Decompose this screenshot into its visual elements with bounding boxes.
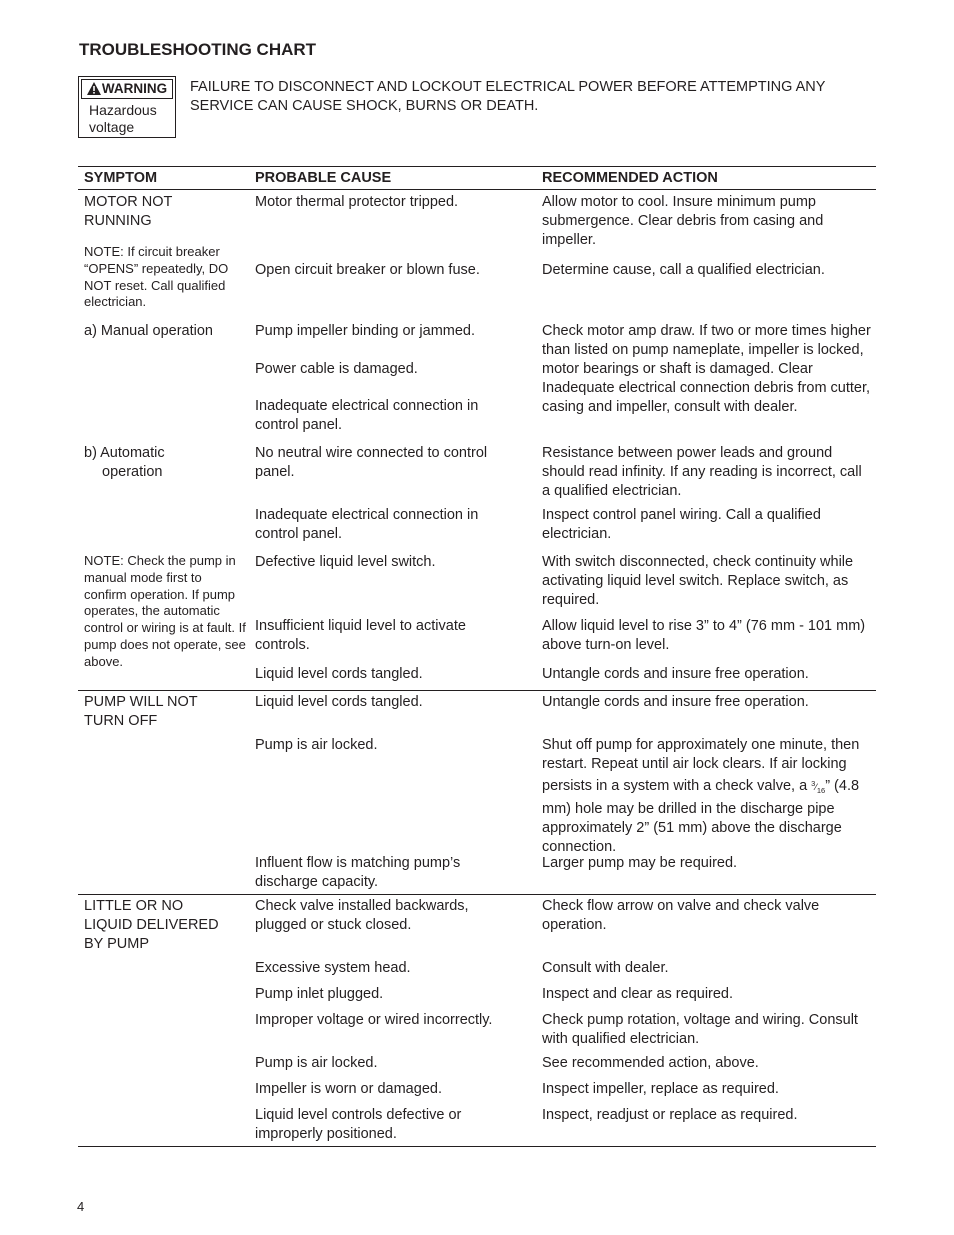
action: Inspect impeller, replace as required. (542, 1081, 779, 1097)
cause: Check valve installed backwards, plugged or stuck closed. (255, 898, 469, 933)
cause: Inadequate electrical connection in control panel. (255, 398, 479, 433)
page-title: TROUBLESHOOTING CHART (79, 40, 317, 59)
action-text: ” (4.8 mm) hole may be drilled in the discharge pipe approximately 2” (51 mm) above the discharge connection. (542, 778, 860, 855)
cause: Impeller is worn or damaged. (255, 1081, 442, 1097)
note-manual-mode (84, 553, 246, 671)
symptom-pump-will-not-turn-off: PUMP WILL NOT TURN OFF (84, 694, 198, 729)
action: With switch disconnected, check continuity while activating liquid level switch. Replace switch, as required. (542, 554, 854, 608)
header-rule (78, 189, 876, 190)
action: Untangle cords and insure free operation. (542, 694, 809, 710)
header-action: RECOMMENDED ACTION (542, 170, 718, 186)
action: Inspect control panel wiring. Call a qualified electrician. (542, 507, 821, 542)
warning-text: FAILURE TO DISCONNECT AND LOCKOUT ELECTRICAL POWER BEFORE ATTEMPTING ANY SERVICE CAN CAUSE SHOCK, BURNS OR DEATH. (190, 79, 826, 114)
action: Check motor amp draw. If two or more times higher than listed on pump nameplate, impeller is locked, motor bearings or shaft is damaged. Clear Inadequate electrical connection debris from cutter, casing and impeller, consult with dealer. (542, 323, 871, 415)
symptom-automatic-operation: b) Automatic operation (84, 445, 165, 480)
action: Larger pump may be required. (542, 855, 738, 871)
action: Check flow arrow on valve and check valve operation. (542, 898, 820, 933)
fraction-numerator: 3 (811, 779, 816, 788)
warning-sub-line1: Hazardous (89, 102, 157, 118)
note-label: NOTE: (84, 553, 124, 568)
action: See recommended action, above. (542, 1055, 759, 1071)
cause: Motor thermal protector tripped. (255, 194, 459, 210)
cause: Improper voltage or wired incorrectly. (255, 1012, 493, 1028)
warning-label (81, 79, 173, 99)
action (542, 736, 872, 857)
cause: Pump is air locked. (255, 737, 378, 753)
action: Determine cause, call a qualified electrician. (542, 262, 825, 278)
action-text: Shut off pump for approximately one minute, then restart. Repeat until air lock clears. If air locking persists in a system with a check valve, a (542, 737, 860, 794)
cause: Pump impeller binding or jammed. (255, 323, 476, 339)
cause: No neutral wire connected to control panel. (255, 445, 488, 480)
action: Consult with dealer. (542, 960, 669, 976)
row-divider (78, 894, 876, 895)
cause: Insufficient liquid level to activate controls. (255, 618, 466, 653)
note-text: If circuit breaker “OPENS” repeatedly, DO NOT reset. Call qualified electrician. (84, 244, 229, 310)
note-label: NOTE: (84, 244, 124, 259)
note-circuit-breaker (84, 244, 239, 311)
cause: Influent flow is matching pump’s discharge capacity. (255, 855, 461, 890)
fraction: $^3⁄_{16}$ (811, 779, 826, 795)
action: Allow liquid level to rise 3” to 4” (76 mm - 101 mm) above turn-on level. (542, 618, 866, 653)
warning-sub (89, 102, 157, 136)
action: Inspect, readjust or replace as required. (542, 1107, 798, 1123)
page-number: 4 (77, 1199, 85, 1214)
warning-label-text: WARNING (101, 81, 168, 96)
table-bottom-rule (78, 1146, 876, 1147)
symptom-motor-not-running: MOTOR NOT RUNNING (84, 194, 173, 229)
warning-box (78, 76, 176, 138)
row-divider (78, 690, 876, 691)
cause: Pump inlet plugged. (255, 986, 384, 1002)
header-symptom: SYMPTOM (84, 170, 158, 186)
cause: Liquid level cords tangled. (255, 694, 423, 710)
action: Resistance between power leads and ground should read infinity. If any reading is incorrect, call a qualified electrician. (542, 445, 862, 499)
cause: Open circuit breaker or blown fuse. (255, 262, 480, 278)
cause: Liquid level controls defective or improperly positioned. (255, 1107, 462, 1142)
action: Allow motor to cool. Insure minimum pump submergence. Clear debris from casing and impeller. (542, 194, 824, 248)
cause: Pump is air locked. (255, 1055, 378, 1071)
header-cause: PROBABLE CAUSE (255, 170, 392, 186)
note-text: Check the pump in manual mode first to confirm operation. If pump operates, the automatic control or wiring is at fault. If pump does not operate, see above. (84, 553, 246, 669)
action: Untangle cords and insure free operation. (542, 666, 809, 682)
table-top-rule (78, 166, 876, 167)
cause: Excessive system head. (255, 960, 411, 976)
cause: Liquid level cords tangled. (255, 666, 423, 682)
symptom-manual-operation: a) Manual operation (84, 323, 213, 339)
action: Check pump rotation, voltage and wiring. Consult with qualified electrician. (542, 1012, 858, 1047)
cause: Inadequate electrical connection in control panel. (255, 507, 479, 542)
fraction-denominator: 16 (816, 785, 826, 795)
cause: Defective liquid level switch. (255, 554, 436, 570)
warning-triangle-icon (87, 82, 101, 95)
symptom-little-or-no-liquid: LITTLE OR NO LIQUID DELIVERED BY PUMP (84, 898, 219, 952)
warning-sub-line2: voltage (89, 119, 135, 135)
action: Inspect and clear as required. (542, 986, 734, 1002)
cause: Power cable is damaged. (255, 361, 418, 377)
